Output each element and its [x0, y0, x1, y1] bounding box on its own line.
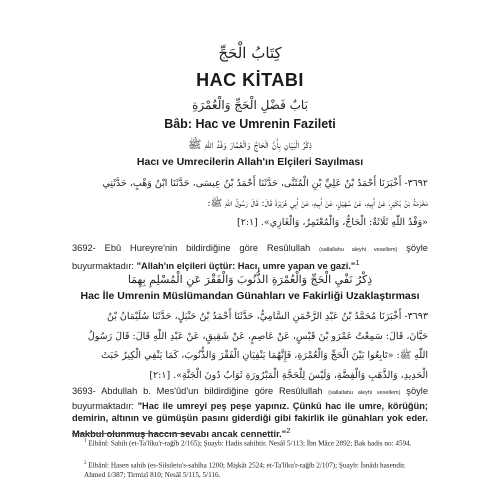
footnote-number: 1: [84, 439, 87, 444]
hadith-3693-arabic-line-1: ٣٦٩٣- أَخْبَرَنَا مُحَمَّدُ بْنُ عَبْدِ الرَّحْمَنِ السَّامِيُّ، حَدَّثَنَا أَحْمَدُ بْنُ حَنْبَلٍ، حَدَّثَنَا سُلَيْمَانُ بْنُ: [107, 311, 428, 322]
book-title-arabic: كِتَابُ الْحَجِّ: [218, 44, 282, 62]
footnote-ref-1: 1: [355, 257, 360, 267]
footnote-2: [84, 459, 428, 480]
hadith-3692-intro-2: şöyle buyurmaktadır:: [72, 243, 428, 271]
hadith-3693-intro-2: şöyle buyurmaktadır:: [72, 386, 428, 411]
hadith-3693-quote: "Hac ile umreyi peş peşe yapınız. Çünkü hac ile umre, körüğün; demirin, altının ve gümüşün pasını giderdiği gibi fakirlik ile günahları yok eder. Makbul olunmuş haccın sevabı ancak cennettir.": [72, 400, 429, 439]
footnote-divider: [72, 433, 192, 434]
salawat-note: (sallallahu aleyhi vesellem): [319, 247, 398, 253]
hadith-3693-arabic-line-2: حَيَّانَ، قَالَ: سَمِعْتُ عَمْرَو بْنَ قَيْسٍ، عَنْ عَاصِمٍ، عَنْ شَقِيقٍ، عَنْ عَبْدِ اللّٰهِ قَالَ: قَالَ رَسُولُ: [87, 330, 428, 342]
hadith-3692-arabic-line-3: «وَفْدُ اللّٰهِ ثَلَاثَةٌ: الْحَاجُّ، وَالْمُعْتَمِرُ، وَالْغَازِي». [٢:١]: [237, 217, 428, 228]
footnote-text: Elbânî: Sahih (et-Ta'lîku'r-rağîb 2/165); Şuayb: Hadis sahihtir. Nesâî 5/113; İbn Mâce 2892; Bak hadis no: 4594.: [88, 439, 412, 448]
footnote-number: 2: [84, 461, 87, 466]
hadith-3692-arabic: [72, 174, 428, 233]
footnote-ref-2: 2: [286, 425, 291, 435]
footnote-1: [84, 437, 428, 448]
hadith-3692-arabic-line-2: مَخْرَمَةُ بْنُ بُكَيْرٍ، عَنْ أَبِيهِ، عَنْ سُهَيْلٍ، عَنْ أَبِيهِ، عَنْ أَبِي هُرَيْرَةَ قَالَ: قَالَ رَسُولُ اللّٰهِ ﷺ:: [207, 197, 428, 209]
section-1-heading-arabic: ذِكْرُ الْبَيَانِ بِأَنَّ الْحَاجَّ وَالْعُمَّارَ وَفْدُ اللّٰهِ ﷺ: [188, 138, 312, 151]
hadith-3693-arabic-line-3: اللّٰهِ ﷺ: «تَابِعُوا بَيْنَ الْحَجِّ وَالْعُمْرَةِ، فَإِنَّهُمَا يَنْفِيَانِ الْفَقْرَ وَالذُّنُوبَ، كَمَا يَنْفِي الْكِيرُ خَبَثَ: [101, 350, 428, 361]
hadith-3692-arabic-line-1: ٣٦٩٢- أَخْبَرَنَا أَحْمَدُ بْنُ عَلِيِّ بْنِ الْمُثَنَّى، حَدَّثَنَا أَحْمَدُ بْنُ عِيسَى، حَدَّثَنَا ابْنُ وَهْبٍ، حَدَّثَنِي: [102, 178, 428, 189]
hadith-3693-translation: [72, 385, 428, 440]
salawat-note: (sallallahu aleyhi vesellem): [328, 390, 401, 396]
hadith-3693-arabic: [72, 307, 428, 385]
hadith-3692-quote: "Allah'ın elçileri üçtür: Hacı, umre yapan ve gazi.": [136, 260, 356, 271]
book-title: HAC KİTABI: [196, 70, 304, 90]
hadith-3693-intro: 3693- Abdullah b. Mes'ûd'un bildirdiğine göre Resûlullah: [72, 386, 329, 396]
section-2-heading: Hac İle Umrenin Müslümandan Günahları ve Fakirliği Uzaklaştırması: [80, 290, 420, 302]
hadith-3693-arabic-line-4: الْحَدِيدِ، وَالذَّهَبِ وَالْفِضَّةِ، وَلَيْسَ لِلْحَجَّةِ الْمَبْرُورَةِ ثَوَابٌ دُونَ الْجَنَّةِ». [٢:١]: [149, 369, 428, 381]
hadith-3692-translation: [72, 242, 428, 272]
section-1-heading: Hacı ve Umrecilerin Allah'ın Elçileri Sayılması: [136, 156, 364, 168]
footnote-text: Elbânî: Hasen sahih (es-Silsiletu's-sahîha 1200; Mişkât 2524; et-Ta'lîku'r-rağîb 2/107); Şuayb: İsnâdı hasendir. Ahmed 1/387; Tirmizî 810; Nesâî 5/115, 5/116.: [84, 461, 406, 480]
section-2-heading-arabic: ذِكْرُ نَفْيِ الْحَجِّ وَالْعُمْرَةِ الذُّنُوبَ وَالْفَقْرَ عَنِ الْمُسْلِمِ بِهِمَا: [127, 273, 373, 286]
hadith-3692-intro: 3692- Ebû Hureyre'nin bildirdiğine göre Resûlullah: [72, 243, 320, 253]
bab-title: Bâb: Hac ve Umrenin Fazileti: [164, 117, 336, 131]
bab-title-arabic: بَابٌ فَضْلِ الْحَجِّ وَالْعُمْرَةِ: [192, 98, 308, 112]
